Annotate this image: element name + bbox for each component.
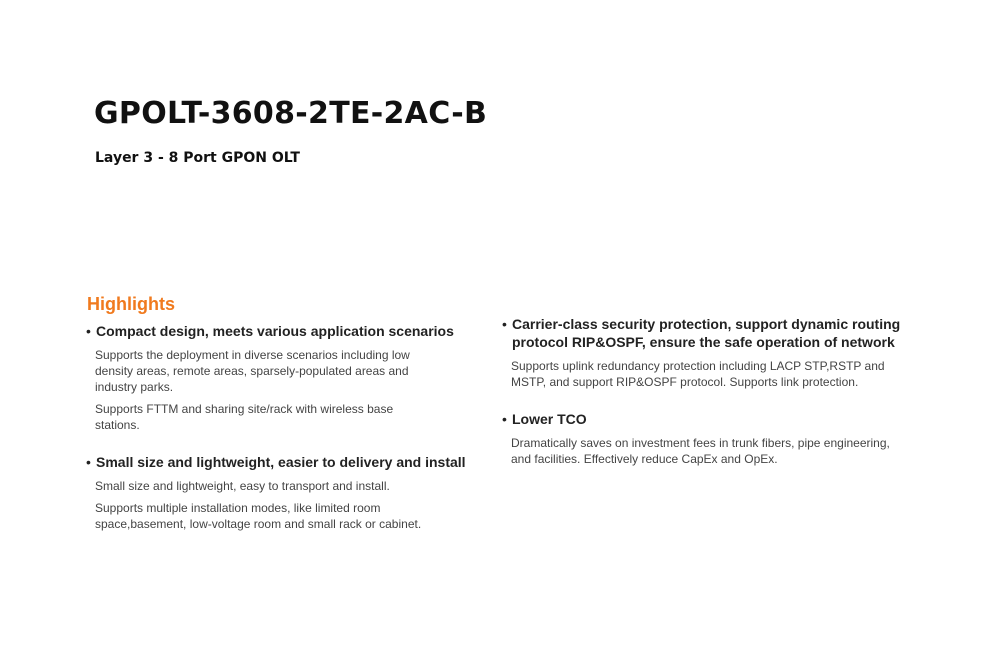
highlight-title-text: Small size and lightweight, easier to delivery and install	[96, 454, 466, 470]
highlight-item-small-size	[86, 453, 486, 532]
highlight-description: Dramatically saves on investment fees in trunk fibers, pipe engineering, and facilities. Effectively reduce CapEx and OpEx.	[511, 436, 890, 466]
highlight-title	[86, 322, 486, 340]
highlight-description: Supports FTTM and sharing site/rack with wireless base stations.	[95, 402, 394, 432]
highlight-title	[502, 315, 902, 351]
bullet-icon: •	[86, 454, 91, 470]
highlights-left-column	[86, 322, 486, 552]
highlight-title-text: Carrier-class security protection, support dynamic routing protocol RIP&OSPF, ensure the safe operation of network	[512, 316, 901, 350]
highlight-description: Supports multiple installation modes, like limited room space,basement, low-voltage room and small rack or cabinet.	[95, 501, 422, 531]
bullet-icon: •	[502, 316, 507, 332]
highlights-right-column	[502, 315, 902, 487]
highlight-description: Supports uplink redundancy protection including LACP STP,RSTP and MSTP, and support RIP&OSPF protocol. Supports link protection.	[511, 359, 885, 389]
highlight-title-text: Lower TCO	[512, 411, 587, 427]
highlight-title	[86, 453, 486, 471]
highlight-description: Small size and lightweight, easy to transport and install.	[95, 479, 390, 493]
highlight-title	[502, 410, 902, 428]
highlight-title-text: Compact design, meets various application scenarios	[96, 323, 454, 339]
bullet-icon: •	[86, 323, 91, 339]
highlight-item-security	[502, 315, 902, 390]
product-title: GPOLT-3608-2TE-2AC-B	[94, 96, 488, 131]
highlight-item-lower-tco	[502, 410, 902, 467]
highlight-description: Supports the deployment in diverse scenarios including low density areas, remote areas, sparsely-populated areas and industry parks.	[95, 348, 410, 394]
highlights-heading: Highlights	[87, 294, 175, 314]
highlight-item-compact-design	[86, 322, 486, 433]
bullet-icon: •	[502, 411, 507, 427]
product-subtitle: Layer 3 - 8 Port GPON OLT	[95, 150, 300, 166]
